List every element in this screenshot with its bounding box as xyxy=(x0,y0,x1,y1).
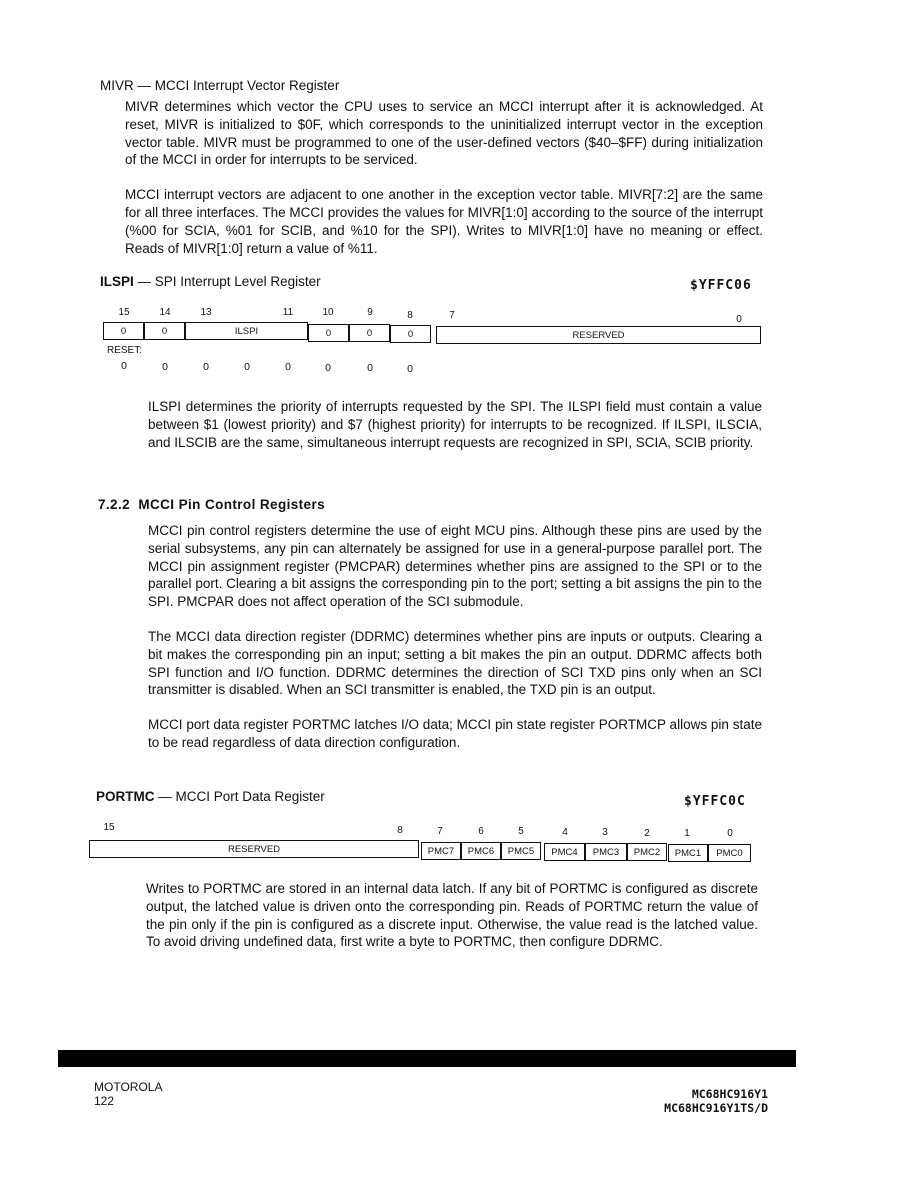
portmc-bit-8: 8 xyxy=(397,825,403,836)
portmc-bit-2: 2 xyxy=(644,828,650,839)
ilspi-reset-label: RESET: xyxy=(107,345,143,356)
portmc-field-pmc4: PMC4 xyxy=(544,843,585,861)
ilspi-bit-10: 10 xyxy=(322,307,334,318)
ilspi-reset-10: 0 xyxy=(325,362,331,374)
portmc-field-pmc2: PMC2 xyxy=(627,843,667,861)
ilspi-reset-11: 0 xyxy=(285,361,291,373)
portmc-description: Writes to PORTMC are stored in an internal data latch. If any bit of PORTMC is configured as discrete output, the latched value is driven onto the corresponding pin. Reads of PORTMC return the value of the pin only if the pin is configured as a discrete input. Otherwise, the value read is the latched value. To avoid driving undefined data, first write a byte to PORTMC, then configure DDRMC. xyxy=(146,881,758,950)
ilspi-reset-13: 0 xyxy=(203,361,209,373)
footer-rule xyxy=(58,1050,796,1067)
section-para-2: The MCCI data direction register (DDRMC) determines whether pins are inputs or outputs. Clearing a bit makes the corresponding pin an input; setting a bit makes the pin an output. DDRMC affects both SPI function and I/O function. DDRMC determines the direction of SCI TXD pins only when an SCI transmitter is disabled. When an SCI transmitter is enabled, the TXD pin is an output. xyxy=(148,628,762,698)
portmc-bit-4: 4 xyxy=(562,827,568,838)
ilspi-heading xyxy=(100,274,321,289)
footer-doc-id: MC68HC916Y1 xyxy=(691,1087,768,1101)
ilspi-name: ILSPI xyxy=(100,274,134,289)
ilspi-field-reserved: RESERVED xyxy=(436,326,761,344)
portmc-bit-7: 7 xyxy=(437,826,443,837)
ilspi-bit-0: 0 xyxy=(736,314,742,325)
portmc-field-pmc5: PMC5 xyxy=(501,842,541,860)
section-body xyxy=(148,522,762,752)
ilspi-reset-9: 0 xyxy=(367,362,373,374)
portmc-bit-15: 15 xyxy=(103,822,115,833)
ilspi-bit-14: 14 xyxy=(159,307,171,318)
footer-doc-number: MC68HC916Y1TS/D xyxy=(664,1101,768,1115)
footer-page-number: 122 xyxy=(94,1094,115,1108)
mivr-para-1: MIVR determines which vector the CPU uses to service an MCCI interrupt after it is acknowledged. At reset, MIVR is initialized to $0F, which corresponds to the uninitialized interrupt vector in the exception vector table. MIVR must be programmed to one of the user-defined vectors ($40–$FF) during initialization of the MCCI in order for interrupts to be serviced. xyxy=(125,99,763,168)
ilspi-reset-12: 0 xyxy=(244,361,250,373)
mivr-heading xyxy=(100,78,339,93)
portmc-field-pmc7: PMC7 xyxy=(421,842,461,860)
portmc-bit-5: 5 xyxy=(518,826,524,837)
ilspi-field-bit15: 0 xyxy=(103,322,144,340)
section-para-1: MCCI pin control registers determine the use of eight MCU pins. Although these pins are used by the serial subsystems, any pin can alternately be assigned for use in a general-purpose parallel port. The MCCI pin assignment register (PMCPAR) determines whether pins are assigned to the SPI or to the parallel port. Clearing a bit assigns the corresponding pin to the port; setting a bit assigns the pin to the SPI. PMCPAR does not affect operation of the SCI submodule. xyxy=(148,523,762,610)
ilspi-field-bit8: 0 xyxy=(390,325,431,343)
mivr-para-2: MCCI interrupt vectors are adjacent to one another in the exception vector table. MIVR[7:2] are the same for all three interfaces. The MCCI provides the values for MIVR[1:0] according to the source of the interrupt (%00 for SCIA, %01 for SCIB, and %10 for the SPI). Writes to MIVR[1:0] have no meaning or effect. Reads of MIVR[1:0] return a value of %11. xyxy=(125,187,763,256)
ilspi-field-bit10: 0 xyxy=(308,324,349,342)
portmc-bit-6: 6 xyxy=(478,826,484,837)
portmc-field-reserved: RESERVED xyxy=(89,840,419,858)
portmc-bit-0: 0 xyxy=(727,828,733,839)
mivr-name: MIVR xyxy=(100,78,134,93)
ilspi-bit-13: 13 xyxy=(200,307,212,318)
portmc-field-pmc3: PMC3 xyxy=(585,843,627,861)
ilspi-address: $YFFC06 xyxy=(690,278,752,293)
portmc-bit-3: 3 xyxy=(602,827,608,838)
ilspi-reset-15: 0 xyxy=(121,360,127,372)
ilspi-field-bit9: 0 xyxy=(349,324,390,342)
section-title: MCCI Pin Control Registers xyxy=(138,497,326,512)
ilspi-bit-11: 11 xyxy=(282,307,294,318)
ilspi-field-ilspi: ILSPI xyxy=(185,322,308,340)
portmc-name: PORTMC xyxy=(96,789,155,804)
ilspi-reset-14: 0 xyxy=(162,361,168,373)
section-heading xyxy=(98,497,325,512)
ilspi-description: ILSPI determines the priority of interrupts requested by the SPI. The ILSPI field must contain a value between $1 (lowest priority) and $7 (highest priority) for interrupts to be recognized. If ILSPI, ILSCIA, and ILSCIB are the same, simultaneous interrupt requests are recognized in SPI, SCIA, SCIB priority. xyxy=(148,399,762,450)
portmc-bit-1: 1 xyxy=(684,828,690,839)
ilspi-desc: — SPI Interrupt Level Register xyxy=(133,274,321,289)
ilspi-bit-7: 7 xyxy=(449,310,455,321)
portmc-address: $YFFC0C xyxy=(684,794,746,809)
ilspi-reset-8: 0 xyxy=(407,363,413,375)
portmc-field-pmc6: PMC6 xyxy=(461,842,501,860)
section-para-3: MCCI port data register PORTMC latches I/O data; MCCI pin state register PORTMCP allows pin state to be read regardless of data direction configuration. xyxy=(148,717,762,750)
portmc-heading xyxy=(96,789,325,804)
ilspi-bit-15: 15 xyxy=(118,307,130,318)
ilspi-bit-9: 9 xyxy=(367,307,373,318)
portmc-desc: — MCCI Port Data Register xyxy=(154,789,325,804)
mivr-desc: — MCCI Interrupt Vector Register xyxy=(133,78,340,93)
section-number: 7.2.2 xyxy=(98,497,131,512)
portmc-field-pmc1: PMC1 xyxy=(668,844,708,862)
ilspi-bit-8: 8 xyxy=(407,310,413,321)
mivr-description xyxy=(125,98,763,257)
footer-brand: MOTOROLA xyxy=(94,1080,163,1094)
ilspi-field-bit14: 0 xyxy=(144,322,185,340)
portmc-field-pmc0: PMC0 xyxy=(708,844,751,862)
